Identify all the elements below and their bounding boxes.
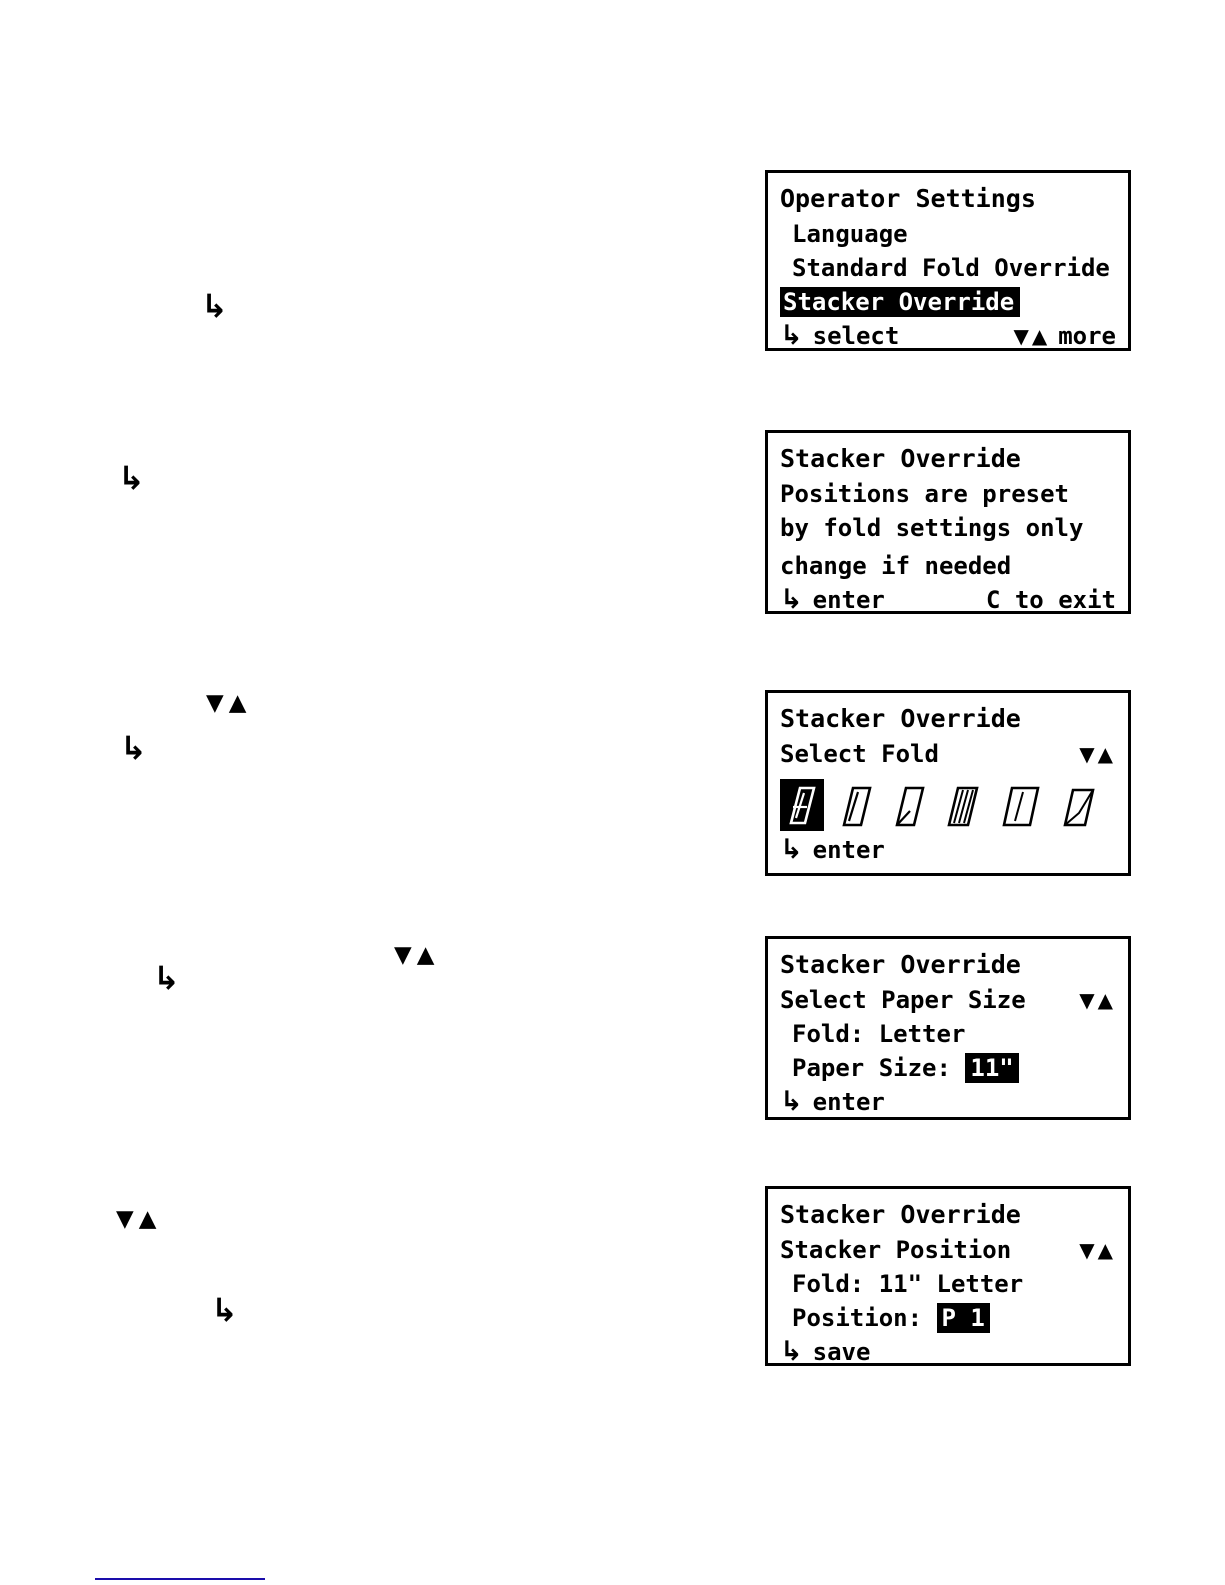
body-line-2: by fold settings only bbox=[780, 514, 1084, 542]
screen-title: Stacker Override bbox=[780, 704, 1021, 733]
enter-arrow-icon: ↳ bbox=[153, 959, 180, 997]
footer-exit-hint bbox=[986, 583, 1116, 617]
lcd-screen-stacker-override-intro bbox=[765, 430, 1131, 614]
enter-arrow-icon: ↳ bbox=[780, 834, 803, 865]
enter-arrow-icon: ↳ bbox=[780, 1336, 803, 1367]
body-line-1: Positions are preset bbox=[780, 480, 1069, 508]
position-label: Position: bbox=[792, 1304, 923, 1332]
footer-enter-label: enter bbox=[812, 586, 885, 614]
footer-select-label: select bbox=[812, 322, 900, 350]
menu-item-stacker-override-row bbox=[780, 285, 1116, 319]
footer-more-label: more bbox=[1058, 322, 1116, 350]
select-fold-label: Select Fold bbox=[780, 740, 939, 768]
lcd-footer bbox=[780, 319, 1116, 353]
screen-title: Stacker Override bbox=[780, 1200, 1021, 1229]
letter-fold-selected-icon bbox=[780, 779, 824, 831]
enter-arrow-icon: ↳ bbox=[780, 584, 803, 615]
paper-size-value-selected: 11" bbox=[965, 1053, 1018, 1083]
screen-title: Stacker Override bbox=[780, 950, 1021, 979]
footer-select-hint bbox=[780, 319, 899, 353]
fold-options-row bbox=[780, 779, 1116, 831]
footer-enter-hint bbox=[780, 1085, 885, 1119]
lcd-footer bbox=[780, 1085, 1116, 1119]
menu-item-stacker-override-selected: Stacker Override bbox=[780, 287, 1020, 317]
stacker-position-row bbox=[780, 1233, 1116, 1267]
up-down-arrows-icon: ▼▲ bbox=[1079, 1238, 1116, 1262]
up-down-arrows-icon: ▼▲ bbox=[394, 942, 440, 968]
fold-label: Fold: bbox=[792, 1020, 865, 1048]
paper-size-row bbox=[780, 1051, 1116, 1085]
cross-fold-icon bbox=[1057, 781, 1099, 831]
body-line-3: change if needed bbox=[780, 552, 1012, 580]
up-down-arrows-icon: ▼▲ bbox=[206, 690, 252, 716]
lcd-screen-stacker-position bbox=[765, 1186, 1131, 1366]
half-fold-icon bbox=[890, 781, 930, 831]
footer-save-label: save bbox=[812, 1338, 871, 1366]
select-fold-row bbox=[780, 737, 1116, 771]
lcd-screen-select-paper-size bbox=[765, 936, 1131, 1120]
fold-value: 11" Letter bbox=[878, 1270, 1024, 1298]
footer-more-hint bbox=[1013, 319, 1116, 353]
position-row bbox=[780, 1301, 1116, 1335]
lcd-screen-operator-settings bbox=[765, 170, 1131, 351]
zigzag-fold-icon bbox=[837, 781, 877, 831]
screen-title: Operator Settings bbox=[780, 184, 1036, 213]
select-paper-size-row bbox=[780, 983, 1116, 1017]
gate-fold-icon bbox=[998, 781, 1044, 831]
up-down-arrows-icon: ▼▲ bbox=[116, 1206, 162, 1232]
footer-enter-hint bbox=[780, 583, 885, 617]
footer-exit-label: C to exit bbox=[985, 586, 1116, 614]
footer-enter-hint bbox=[780, 833, 885, 867]
fold-label: Fold: bbox=[792, 1270, 865, 1298]
menu-item-standard-fold-override: Standard Fold Override bbox=[792, 254, 1110, 282]
footer-link-underline[interactable] bbox=[95, 1578, 265, 1580]
footer-enter-label: enter bbox=[812, 836, 885, 864]
lcd-footer bbox=[780, 583, 1116, 617]
enter-arrow-icon: ↳ bbox=[120, 729, 147, 767]
up-down-arrows-icon: ▼▲ bbox=[1013, 324, 1051, 348]
up-down-arrows-icon: ▼▲ bbox=[1079, 988, 1116, 1012]
enter-arrow-icon: ↳ bbox=[118, 459, 145, 497]
footer-enter-label: enter bbox=[812, 1088, 885, 1116]
fold-value: Letter bbox=[878, 1020, 966, 1048]
fold-value-row bbox=[780, 1267, 1116, 1301]
fold-value-row bbox=[780, 1017, 1116, 1051]
double-parallel-fold-icon bbox=[943, 781, 985, 831]
lcd-footer bbox=[780, 1335, 1116, 1369]
lcd-screen-select-fold bbox=[765, 690, 1131, 876]
enter-arrow-icon: ↳ bbox=[211, 1291, 238, 1329]
enter-arrow-icon: ↳ bbox=[780, 1086, 803, 1117]
select-paper-size-label: Select Paper Size bbox=[780, 986, 1026, 1014]
position-value-selected: P 1 bbox=[937, 1303, 990, 1333]
footer-save-hint bbox=[780, 1335, 870, 1369]
stacker-position-label: Stacker Position bbox=[780, 1236, 1012, 1264]
paper-size-label: Paper Size: bbox=[792, 1054, 951, 1082]
menu-item-language: Language bbox=[792, 220, 908, 248]
lcd-footer bbox=[780, 833, 1116, 867]
up-down-arrows-icon: ▼▲ bbox=[1079, 742, 1116, 766]
enter-arrow-icon: ↳ bbox=[780, 320, 803, 351]
enter-arrow-icon: ↳ bbox=[201, 287, 228, 325]
screen-title: Stacker Override bbox=[780, 444, 1021, 473]
